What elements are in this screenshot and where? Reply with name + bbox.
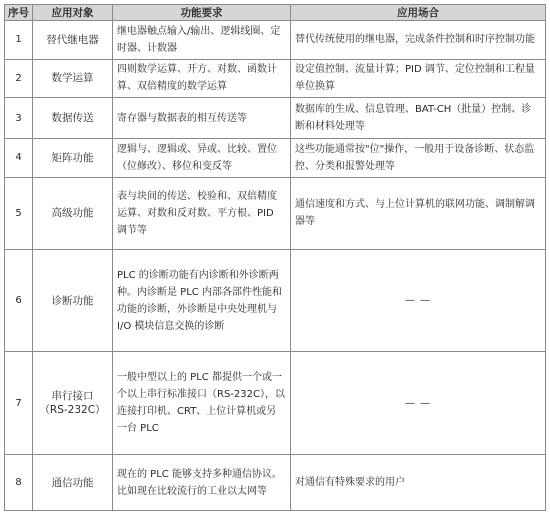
row-object: 诊断功能 — [33, 249, 113, 352]
row-number: 1 — [5, 21, 33, 60]
row-number: 6 — [5, 249, 33, 352]
row-number: 3 — [5, 98, 33, 139]
table-row — [5, 352, 546, 455]
header-row — [5, 5, 546, 21]
header-no: 序号 — [5, 5, 33, 21]
row-object: 矩阵功能 — [33, 138, 113, 177]
header-application: 应用场合 — [291, 5, 546, 21]
row-application: 替代传统使用的继电器，完成条件控制和时序控制功能 — [291, 21, 546, 60]
row-application: 设定值控制、流量计算；PID 调节、定位控制和工程量单位换算 — [291, 59, 546, 98]
row-object — [33, 352, 113, 455]
row-application: 对通信有特殊要求的用户 — [291, 455, 546, 511]
row-requirement: 一般中型以上的 PLC 都提供一个或一个以上串行标准接口（RS-232C），以连接打印机、CRT、上位计算机或另一台 PLC — [113, 352, 291, 455]
row-object: 数学运算 — [33, 59, 113, 98]
table-row — [5, 59, 546, 98]
row-application: 通信速度和方式、与上位计算机的联网功能、调制解调器等 — [291, 177, 546, 249]
row-requirement: 表与块间的传送、校验和、双倍精度运算、对数和反对数、平方根、PID 调节等 — [113, 177, 291, 249]
table-row — [5, 21, 546, 60]
plc-function-table — [4, 4, 546, 511]
row-requirement: 寄存器与数据表的相互传送等 — [113, 98, 291, 139]
row-application: — — — [291, 249, 546, 352]
header-object: 应用对象 — [33, 5, 113, 21]
row-requirement: 继电器触点输入/输出、逻辑线圈、定时器、计数器 — [113, 21, 291, 60]
table-row — [5, 455, 546, 511]
row-requirement: PLC 的诊断功能有内诊断和外诊断两种。内诊断是 PLC 内部各部件性能和功能的诊断，外诊断是中央处理机与 I/O 模块信息交换的诊断 — [113, 249, 291, 352]
row-application: 数据库的生成、信息管理、BAT-CH（批量）控制、诊断和材料处理等 — [291, 98, 546, 139]
row-requirement: 四则数学运算、开方、对数、函数计算、双倍精度的数学运算 — [113, 59, 291, 98]
row-number: 7 — [5, 352, 33, 455]
table-row — [5, 98, 546, 139]
table-row — [5, 138, 546, 177]
table-row — [5, 249, 546, 352]
row-number: 4 — [5, 138, 33, 177]
row-application: 这些功能通常按"位"操作，一般用于设备诊断、状态监控、分类和报警处理等 — [291, 138, 546, 177]
row-object-line2: （RS-232C） — [39, 404, 106, 417]
row-number: 8 — [5, 455, 33, 511]
table-row — [5, 177, 546, 249]
row-object-line1: 串行接口 — [51, 390, 94, 403]
row-number: 5 — [5, 177, 33, 249]
header-requirement: 功能要求 — [113, 5, 291, 21]
row-number: 2 — [5, 59, 33, 98]
row-application: — — — [291, 352, 546, 455]
row-object: 高级功能 — [33, 177, 113, 249]
row-requirement: 现在的 PLC 能够支持多种通信协议。比如现在比较流行的工业以太网等 — [113, 455, 291, 511]
row-requirement: 逻辑与、逻辑或、异或、比较、置位（位修改）、移位和变反等 — [113, 138, 291, 177]
row-object: 替代继电器 — [33, 21, 113, 60]
row-object: 通信功能 — [33, 455, 113, 511]
row-object: 数据传送 — [33, 98, 113, 139]
